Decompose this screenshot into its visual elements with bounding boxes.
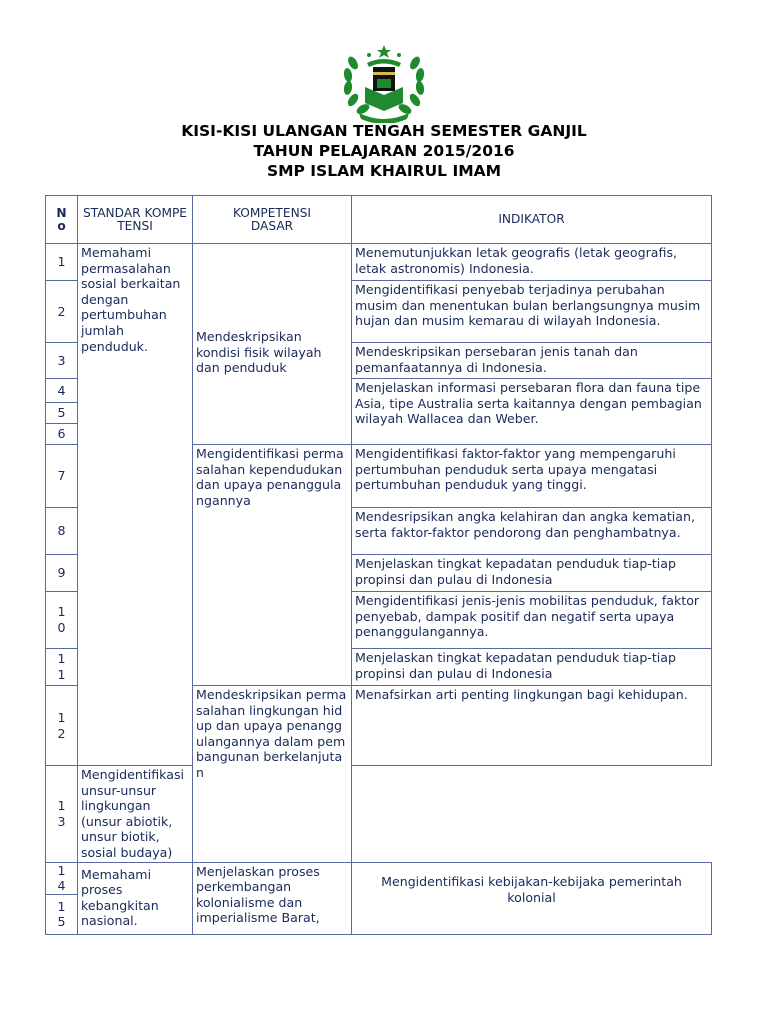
indikator-cell: Mengidentifikasi penyebab terjadinya perubahan musim dan menentukan bulan berlangsungnya musim hujan dan musim kemarau di wilayah Indonesia.: [352, 281, 712, 343]
row-number: 1: [46, 244, 78, 281]
document-title: KISI-KISI ULANGAN TENGAH SEMESTER GANJIL: [181, 122, 587, 140]
row-number: 7: [46, 445, 78, 508]
row-number: 5: [46, 403, 78, 424]
row-number: 3: [46, 343, 78, 379]
school-name: SMP ISLAM KHAIRUL IMAM: [266, 162, 502, 180]
indikator-cell: Mengidentifikasi unsur-unsur lingkungan (unsur abiotik, unsur biotik, sosial budaya): [78, 766, 193, 863]
table-row: [46, 862, 712, 894]
header-kompetensi-dasar: KOMPETENSI DASAR: [193, 196, 352, 244]
header-no: No: [46, 196, 78, 244]
indikator-cell: Menjelaskan informasi persebaran flora dan fauna tipe Asia, tipe Australia serta kaitannya dengan pembagian wilayah Wallacea dan Weber.: [352, 379, 712, 445]
academic-year: TAHUN PELAJARAN 2015/2016: [253, 142, 515, 160]
row-number: 15: [46, 894, 78, 934]
row-number: 12: [46, 686, 78, 766]
table-header-row: [46, 196, 712, 244]
indikator-cell: Menafsirkan arti penting lingkungan bagi kehidupan.: [352, 686, 712, 766]
indikator-cell: Menjelaskan tingkat kepadatan penduduk tiap-tiap propinsi dan pulau di Indonesia: [352, 555, 712, 592]
indikator-cell: Menemutunjukkan letak geografis (letak geografis, letak astronomis) Indonesia.: [352, 244, 712, 281]
indikator-cell: Mengidentifikasi faktor-faktor yang mempengaruhi pertumbuhan penduduk serta upaya mengatasi pertumbuhan penduduk yang tinggi.: [352, 445, 712, 508]
row-number: 8: [46, 508, 78, 555]
row-number: 4: [46, 379, 78, 403]
kompetensi-dasar-cell: Mendeskripsikan permasalahan lingkungan hidup dan upaya penanggulangannya dalam pembangunan berkelanjutan: [193, 686, 352, 863]
row-number: 11: [46, 649, 78, 686]
standar-kompetensi-cell: Memahami proses kebangkitan nasional.: [78, 862, 193, 934]
row-number: 6: [46, 424, 78, 445]
header-indikator: INDIKATOR: [352, 196, 712, 244]
row-number: 10: [46, 592, 78, 649]
kompetensi-dasar-cell: Mendeskripsikan kondisi fisik wilayah dan penduduk: [193, 244, 352, 445]
standar-kompetensi-cell: Memahami permasalahan sosial berkaitan dengan pertumbuhan jumlah penduduk.: [78, 244, 193, 766]
indikator-cell: Mengidentifikasi jenis-jenis mobilitas penduduk, faktor penyebab, dampak positif dan negatif serta upaya penanggulangannya.: [352, 592, 712, 649]
row-number: 2: [46, 281, 78, 343]
indikator-cell: Mengidentifikasi kebijakan-kebijaka pemerintah kolonial: [352, 862, 712, 934]
indikator-cell: Menjelaskan tingkat kepadatan penduduk tiap-tiap propinsi dan pulau di Indonesia: [352, 649, 712, 686]
header-standar-kompetensi: STANDAR KOMPETENSI: [78, 196, 193, 244]
indikator-cell: Mendesripsikan angka kelahiran dan angka kematian, serta faktor-faktor pendorong dan penghambatnya.: [352, 508, 712, 555]
kompetensi-dasar-cell: Mengidentifikasi permasalahan kependudukan dan upaya penanggulangannya: [193, 445, 352, 686]
table-row: [46, 766, 712, 863]
row-number: 9: [46, 555, 78, 592]
table-row: [46, 244, 712, 281]
indikator-cell: Mendeskripsikan persebaran jenis tanah dan pemanfaatannya di Indonesia.: [352, 343, 712, 379]
kompetensi-dasar-cell: Menjelaskan proses perkembangan kolonialisme dan imperialisme Barat,: [193, 862, 352, 934]
row-number: 14: [46, 862, 78, 894]
row-number: 13: [46, 766, 78, 863]
school-logo-emblem: [341, 43, 427, 123]
kisi-kisi-table: [45, 195, 712, 935]
